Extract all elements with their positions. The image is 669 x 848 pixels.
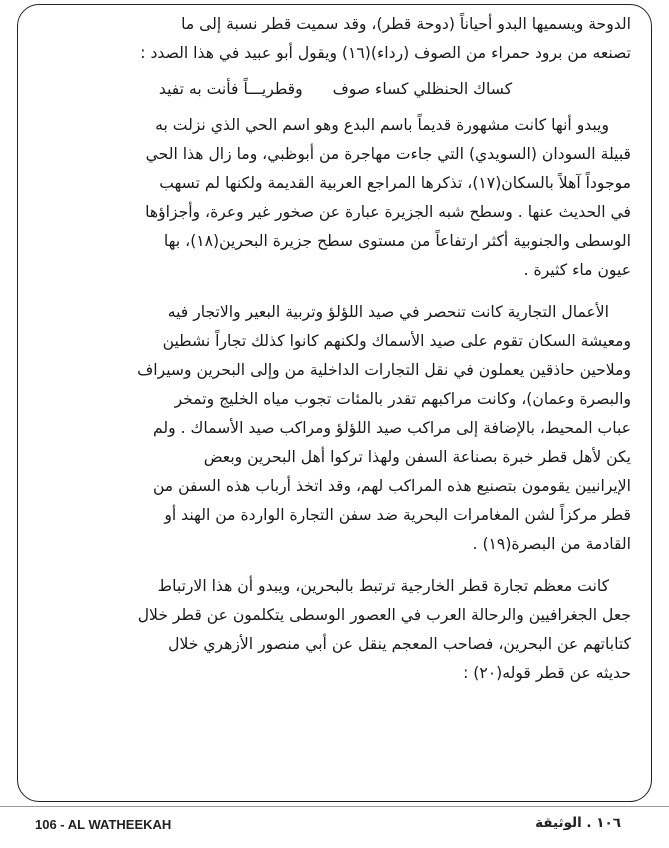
text-line: الوسطى والجنوبية أكثر ارتفاعاً من مستوى سطح جزيرة البحرين(١٨)، بها <box>163 232 631 250</box>
text-line: قبيلة السودان (السويدي) التي جاءت مهاجرة من أبوظبي، وما زال هذا الحي <box>145 145 631 163</box>
text-line: في الحديث عنها . وسطح شبه الجزيرة عبارة عن صخور غير وعرة، وأجزاؤها <box>145 203 631 221</box>
document-body <box>40 10 631 688</box>
text-line: جعل الجغرافيين والرحالة العرب في العصور الوسطى يتكلمون عن قطر خلال <box>137 606 631 624</box>
text-line: وملاحين حاذقين يعملون في نقل التجارات الداخلية من وإلى البحرين وسيراف <box>137 361 631 379</box>
text-line: والبصرة وعمان)، وكانت مراكبهم تقدر بالمئات تجوب مياه الخليج وتمخر <box>174 390 631 408</box>
page-footer <box>0 806 669 843</box>
paragraph <box>40 10 631 68</box>
poem-hemistich-first: كساك الحنظلي كساء صوف <box>332 80 513 98</box>
text-line: تصنعه من برود حمراء من الصوف (رداء)(١٦) ويقول أبو عبيد في هذا الصدد : <box>140 44 631 62</box>
text-line: كتاباتهم عن البحرين، فصاحب المعجم ينقل عن أبي منصور الأزهري خلال <box>168 635 631 653</box>
paragraph <box>40 572 631 688</box>
text-line: الإيرانيين يقومون بتصنيع هذه المراكب لهم، وقد اتخذ أرباب هذه السفن من <box>152 477 631 495</box>
footer-page-label-latin: 106 - AL WATHEEKAH <box>35 817 172 832</box>
text-line: الأعمال التجارية كانت تنحصر في صيد اللؤلؤ وتربية البعير والاتجار فيه <box>167 303 609 321</box>
text-line: حديثه عن قطر قوله(٢٠) : <box>463 664 631 682</box>
poem-verse <box>40 75 631 104</box>
paragraph <box>40 111 631 285</box>
text-line: عباب المحيط، بالإضافة إلى مراكب صيد اللؤلؤ ومراكب صيد الأسماك . ولم <box>152 419 631 437</box>
text-line: قطر مركزاً لشن المغامرات البحرية ضد سفن التجارة الواردة من الهند أو <box>164 506 631 524</box>
text-line: ويبدو أنها كانت مشهورة قديماً باسم البدع وهو اسم الحي الذي نزلت به <box>155 116 609 134</box>
text-line: الدوحة ويسميها البدو أحياناً (دوحة قطر)، وقد سميت قطر نسبة إلى ما <box>181 15 631 33</box>
text-line: كانت معظم تجارة قطر الخارجية ترتبط بالبحرين، ويبدو أن هذا الارتباط <box>157 577 609 595</box>
text-line: القادمة من البصرة(١٩) . <box>472 535 631 553</box>
text-line: يكن لأهل قطر خبرة بصناعة السفن ولهذا تركوا أهل البحرين وبعض <box>203 448 631 466</box>
paragraph <box>40 298 631 559</box>
text-line: ومعيشة السكان تقوم على صيد الأسماك ولكنهم كانوا كذلك تجاراً نشطين <box>162 332 631 350</box>
text-line: عيون ماء كثيرة . <box>523 261 631 279</box>
footer-page-label-arabic: ١٠٦ . الوثيقة <box>535 815 621 831</box>
text-line: موجوداً آهلاً بالسكان(١٧)، تذكرها المراجع العربية القديمة ولكنها لم تسهب <box>159 174 631 192</box>
poem-hemistich-second: وقطريـــاً فأنت به تفيد <box>158 80 303 98</box>
